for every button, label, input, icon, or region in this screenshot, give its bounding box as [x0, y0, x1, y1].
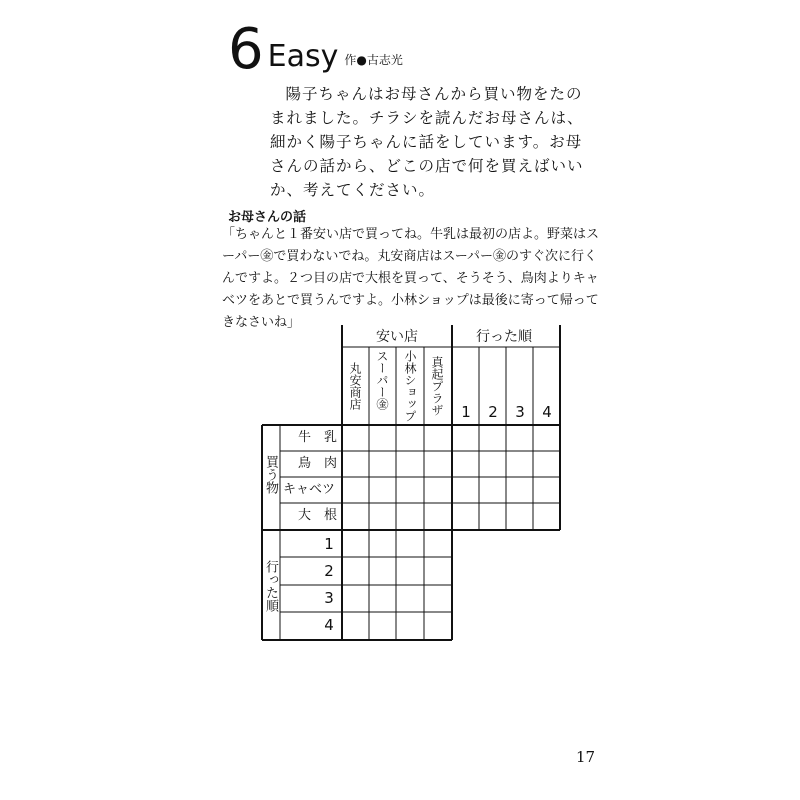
order-col-4: 4 [542, 403, 552, 421]
item-row-cabbage: キャベツ [283, 482, 336, 497]
item-row-radish: 大 根 [298, 508, 338, 523]
order-row-3: 3 [324, 589, 334, 607]
talk-text: 「ちゃんと１番安い店で買ってね。牛乳は最初の店よ。野菜はスーパー㊎で買わないでね。丸安商店はスーパー㊎のすぐ次に行くんですよ。２つ目の店で大根を買って、そうそう、鳥肉よりキャベツをあとで買うんですよ。小林ショップは最後に寄って帰ってきなさいね」 [222, 227, 600, 330]
shop-col-2: 小林ショップ [403, 350, 417, 422]
difficulty-level: Easy [267, 39, 339, 74]
header-visit-order: 行った順 [476, 329, 532, 345]
puzzle-number: 6 [228, 17, 264, 82]
order-row-1: 1 [324, 535, 334, 553]
item-row-milk: 牛 乳 [298, 430, 338, 445]
order-col-2: 2 [488, 403, 498, 421]
author-credit: 作●古志光 [344, 53, 403, 67]
shop-col-3: 真起プラザ [430, 356, 444, 416]
item-row-chicken: 鳥 肉 [298, 456, 338, 471]
order-col-3: 3 [515, 403, 525, 421]
order-row-2: 2 [324, 562, 334, 580]
page-number: 17 [576, 748, 596, 766]
order-col-1: 1 [461, 403, 471, 421]
intro-text: 陽子ちゃんはお母さんから買い物をたのまれました。チラシを読んだお母さんは、細かく陽子ちゃんに話をしています。お母さんの話から、どこの店で何を買えばいいか、考えてください。 [270, 85, 584, 199]
shop-col-0: 丸安商店 [348, 362, 362, 410]
row-group-buy: 買う物 [263, 455, 278, 494]
order-row-4: 4 [324, 616, 334, 634]
row-group-visit-order: 行った順 [263, 560, 278, 612]
shop-col-1: スーパー㊎ [375, 350, 389, 410]
header-cheap-shop: 安い店 [376, 329, 418, 345]
talk-heading: お母さんの話 [228, 210, 307, 225]
